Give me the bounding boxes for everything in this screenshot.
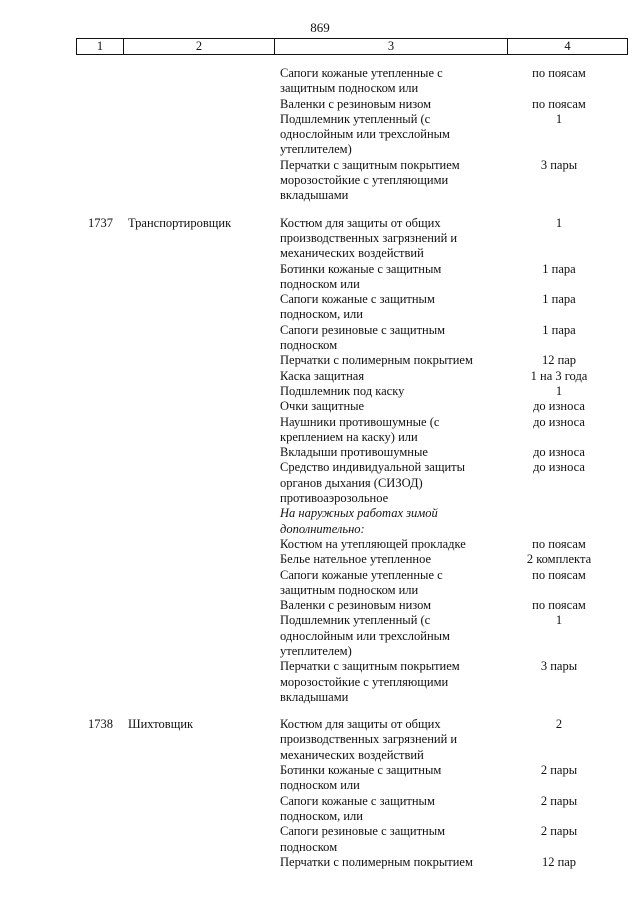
item-quantity: 12 пар [541, 353, 577, 368]
item-text: защитным подноском или [280, 582, 419, 597]
item-line [80, 476, 628, 491]
item-text: Валенки с резиновым низом [280, 598, 432, 613]
item-line [80, 338, 628, 353]
item-quantity [490, 583, 628, 598]
item-text: подноском или [280, 276, 360, 291]
item-line [80, 158, 628, 173]
item-line [80, 142, 628, 157]
item-quantity: 1 [555, 215, 563, 230]
item-text: Подшлемник утепленный (с [280, 111, 431, 126]
item-line [80, 748, 628, 763]
item-line [80, 307, 628, 322]
item-quantity [490, 231, 628, 246]
item-quantity [490, 127, 628, 142]
item-text: Подшлемник под каску [280, 383, 405, 398]
item-text: Костюм на утепляющей прокладке [280, 536, 466, 551]
item-quantity: 2 пары [540, 793, 578, 808]
item-quantity: 1 [555, 111, 563, 126]
item-quantity [490, 277, 628, 292]
item-quantity: 1 на 3 года [530, 368, 588, 383]
item-quantity: 1 пара [542, 322, 576, 337]
item-quantity: до износа [533, 460, 585, 475]
item-line [80, 127, 628, 142]
item-text: вкладышами [280, 188, 349, 203]
item-line [80, 173, 628, 188]
item-text: механических воздействий [280, 747, 424, 762]
item-line [80, 552, 628, 567]
item-line [80, 659, 628, 674]
item-line [80, 568, 628, 583]
item-text: Каска защитная [280, 368, 365, 383]
table-row [80, 717, 628, 870]
item-quantity: 1 [555, 613, 563, 628]
item-quantity [490, 748, 628, 763]
item-quantity [490, 690, 628, 705]
header-col-2: 2 [124, 39, 275, 54]
item-quantity [490, 522, 628, 537]
table-header [76, 38, 628, 55]
item-quantity [490, 81, 628, 96]
document-body [0, 66, 640, 870]
item-text: Сапоги резиновые с защитным [280, 322, 446, 337]
item-text: Перчатки с полимерным покрытием [280, 854, 473, 869]
item-text: производственных загрязнений и [280, 230, 458, 245]
item-text: утеплителем) [280, 142, 352, 157]
item-line [80, 491, 628, 506]
item-text: Сапоги резиновые с защитным [280, 824, 446, 839]
item-quantity: 1 пара [542, 292, 576, 307]
item-line [80, 262, 628, 277]
item-quantity [490, 173, 628, 188]
item-line [80, 506, 628, 521]
item-line [80, 598, 628, 613]
item-line [80, 794, 628, 809]
item-text: Белье нательное утепленное [280, 552, 432, 567]
item-text: подноском, или [280, 808, 363, 823]
item-quantity [490, 840, 628, 855]
item-line [80, 445, 628, 460]
item-line [80, 460, 628, 475]
item-quantity: до износа [533, 399, 585, 414]
item-text: Средство индивидуальной защиты [280, 460, 466, 475]
item-line [80, 384, 628, 399]
item-line [80, 277, 628, 292]
page-number: 869 [310, 20, 330, 35]
item-line [80, 537, 628, 552]
item-text: креплением на каску) или [280, 429, 418, 444]
item-text: подноском [280, 338, 338, 353]
header-col-4: 4 [564, 39, 571, 53]
item-text: морозостойкие с утепляющими [280, 173, 449, 188]
item-text: Сапоги кожаные утепленные с [280, 66, 443, 80]
item-text: защитным подноском или [280, 81, 419, 96]
entry-number: 1737 [88, 215, 113, 230]
item-text: однослойным или трехслойным [280, 127, 450, 142]
item-quantity: 3 пары [540, 659, 578, 674]
item-line [80, 81, 628, 96]
item-text: дополнительно: [280, 521, 365, 536]
item-line [80, 675, 628, 690]
item-quantity: 2 пары [540, 824, 578, 839]
item-quantity [490, 506, 628, 521]
item-line [80, 97, 628, 112]
item-line [80, 629, 628, 644]
item-quantity: по поясам [532, 66, 586, 80]
item-text: вкладышами [280, 689, 349, 704]
item-line [80, 824, 628, 839]
item-text: подноском, или [280, 307, 363, 322]
item-text: Наушники противошумные (с [280, 414, 440, 429]
table-row [80, 216, 628, 706]
item-text: Сапоги кожаные с защитным [280, 292, 435, 307]
item-line [80, 522, 628, 537]
item-line [80, 353, 628, 368]
item-line [80, 415, 628, 430]
item-text: утеплителем) [280, 643, 352, 658]
item-quantity [490, 338, 628, 353]
item-quantity: 2 комплекта [526, 552, 592, 567]
item-line [80, 323, 628, 338]
item-quantity: 2 [555, 717, 563, 732]
row-gap [0, 705, 640, 717]
item-quantity [490, 476, 628, 491]
item-quantity: по поясам [532, 567, 586, 582]
item-line [80, 613, 628, 628]
item-text: Костюм для защиты от общих [280, 215, 441, 230]
item-quantity [490, 629, 628, 644]
item-quantity [490, 142, 628, 157]
item-line [80, 246, 628, 261]
profession-name: Транспортировщик [128, 215, 232, 230]
item-quantity [490, 778, 628, 793]
profession-name: Шихтовщик [128, 717, 194, 732]
item-text: Перчатки с полимерным покрытием [280, 353, 473, 368]
item-line [80, 778, 628, 793]
item-text: Сапоги кожаные утепленные с [280, 567, 443, 582]
item-text: Костюм для защиты от общих [280, 717, 441, 732]
item-text: органов дыхания (СИЗОД) [280, 475, 423, 490]
item-quantity [490, 809, 628, 824]
item-quantity [490, 491, 628, 506]
item-text: Вкладыши противошумные [280, 445, 428, 460]
continuation-block [80, 66, 628, 204]
item-quantity: до износа [533, 445, 585, 460]
item-text: Сапоги кожаные с защитным [280, 793, 435, 808]
item-line [80, 399, 628, 414]
item-text: производственных загрязнений и [280, 732, 458, 747]
item-line [80, 763, 628, 778]
item-text: Очки защитные [280, 399, 365, 414]
item-line [80, 644, 628, 659]
item-text: подноском [280, 839, 338, 854]
item-line [80, 112, 628, 127]
item-quantity: 1 [555, 383, 563, 398]
item-line [80, 809, 628, 824]
item-line [80, 430, 628, 445]
item-line [80, 583, 628, 598]
header-col-3: 3 [275, 39, 508, 54]
item-line [80, 855, 628, 870]
item-quantity: 3 пары [540, 157, 578, 172]
item-quantity [490, 430, 628, 445]
item-text: Подшлемник утепленный (с [280, 613, 431, 628]
item-quantity: 2 пары [540, 763, 578, 778]
row-gap [0, 204, 640, 216]
item-line [80, 690, 628, 705]
item-quantity: по поясам [532, 536, 586, 551]
item-text: морозостойкие с утепляющими [280, 674, 449, 689]
item-quantity [490, 246, 628, 261]
item-line [80, 840, 628, 855]
item-line [80, 369, 628, 384]
item-quantity [490, 307, 628, 322]
item-text: однослойным или трехслойным [280, 628, 450, 643]
entry-number: 1738 [88, 717, 113, 732]
item-line [80, 292, 628, 307]
item-line [80, 231, 628, 246]
item-quantity [490, 188, 628, 203]
item-line [80, 66, 628, 81]
item-quantity: 1 пара [542, 261, 576, 276]
item-quantity: по поясам [532, 96, 586, 111]
item-text: На наружных работах зимой [280, 506, 438, 521]
item-text: Ботинки кожаные с защитным [280, 763, 442, 778]
item-text: механических воздействий [280, 246, 424, 261]
item-quantity: по поясам [532, 598, 586, 613]
item-text: Ботинки кожаные с защитным [280, 261, 442, 276]
item-quantity [490, 732, 628, 747]
header-col-1: 1 [77, 39, 124, 54]
item-quantity [490, 644, 628, 659]
item-text: Валенки с резиновым низом [280, 96, 432, 111]
item-text: подноском или [280, 778, 360, 793]
item-text: Перчатки с защитным покрытием [280, 157, 460, 172]
item-quantity: до износа [533, 414, 585, 429]
item-text: Перчатки с защитным покрытием [280, 659, 460, 674]
item-quantity [490, 675, 628, 690]
item-text: противоаэрозольное [280, 491, 389, 506]
item-line [80, 732, 628, 747]
item-line [80, 188, 628, 203]
item-quantity: 12 пар [541, 854, 577, 869]
